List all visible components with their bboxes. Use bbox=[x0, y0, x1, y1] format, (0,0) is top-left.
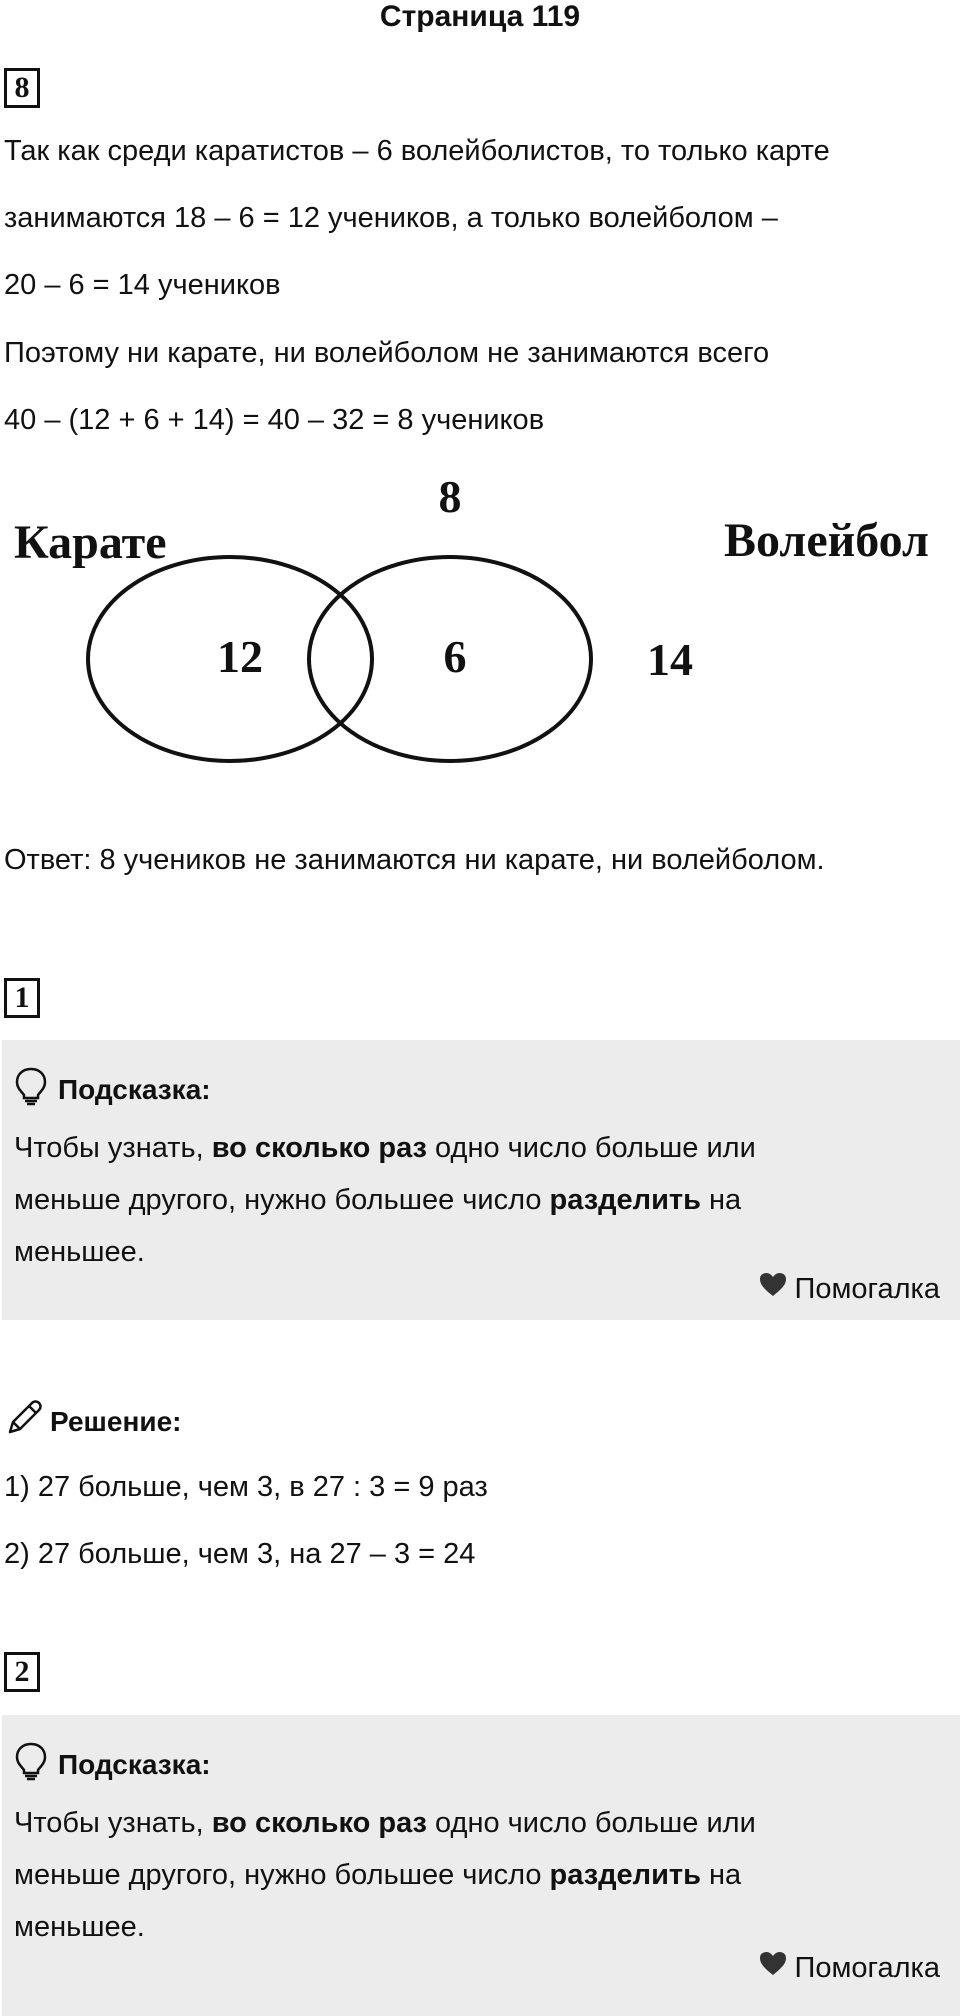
task8-line-5: 40 – (12 + 6 + 14) = 40 – 32 = 8 учеников bbox=[4, 404, 545, 436]
hint-box-1 bbox=[2, 1040, 960, 1320]
task8-line-2: занимаются 18 – 6 = 12 учеников, а только волейболом – bbox=[4, 202, 778, 234]
lightbulb-icon bbox=[14, 1066, 48, 1114]
venn-diagram bbox=[0, 470, 960, 800]
solution-line-1: 1) 27 больше, чем 3, в 27 : 3 = 9 раз bbox=[4, 1471, 488, 1503]
heart-icon bbox=[759, 1951, 787, 1985]
hint-text-1 bbox=[14, 1122, 756, 1278]
hint-box-2 bbox=[2, 1715, 960, 2016]
venn-label-volleyball: Волейбол bbox=[724, 514, 929, 567]
venn-both: 6 bbox=[443, 631, 467, 682]
task8-answer: Ответ: 8 учеников не занимаются ни карате, ни волейболом. bbox=[4, 844, 825, 876]
venn-label-karate: Карате bbox=[14, 516, 167, 569]
task8-line-4: Поэтому ни карате, ни волейболом не занимаются всего bbox=[4, 337, 770, 369]
solution-title-1 bbox=[4, 1398, 181, 1446]
venn-volleyball-only: 14 bbox=[647, 634, 693, 685]
hint-title-text: Подсказка: bbox=[58, 1074, 211, 1105]
helper-label: Помогалка bbox=[794, 1273, 940, 1305]
hint-line-1: Чтобы узнать, во сколько раз одно число больше или bbox=[14, 1132, 756, 1164]
page-title: Страница 119 bbox=[379, 0, 581, 33]
hint-title-text: Подсказка: bbox=[58, 1749, 211, 1780]
task-number-2: 2 bbox=[4, 1652, 40, 1692]
task8-line-1: Так как среди каратистов – 6 волейболистов, то только карте bbox=[4, 135, 830, 167]
hint-text-2 bbox=[14, 1797, 756, 1953]
hint-title-2 bbox=[14, 1741, 211, 1789]
venn-karate-only: 12 bbox=[217, 631, 263, 682]
solution-line-2: 2) 27 больше, чем 3, на 27 – 3 = 24 bbox=[4, 1538, 476, 1570]
hint-line-2: меньше другого, нужно большее число разделить на bbox=[14, 1859, 742, 1891]
solution-title-text: Решение: bbox=[50, 1406, 182, 1437]
hint-line-2: меньше другого, нужно большее число разделить на bbox=[14, 1184, 742, 1216]
lightbulb-icon bbox=[14, 1741, 48, 1789]
pencil-icon bbox=[4, 1398, 44, 1446]
heart-icon bbox=[759, 1272, 787, 1306]
helper-credit-2 bbox=[759, 1951, 940, 1985]
task-number-1: 1 bbox=[4, 978, 40, 1018]
venn-outside-count: 8 bbox=[438, 471, 462, 522]
task8-line-3: 20 – 6 = 14 учеников bbox=[4, 269, 281, 301]
hint-line-3: меньшее. bbox=[14, 1911, 145, 1943]
helper-credit-1 bbox=[759, 1272, 940, 1306]
task-number-8: 8 bbox=[4, 68, 40, 108]
helper-label: Помогалка bbox=[794, 1952, 940, 1984]
hint-line-1: Чтобы узнать, во сколько раз одно число больше или bbox=[14, 1807, 756, 1839]
hint-line-3: меньшее. bbox=[14, 1236, 145, 1268]
hint-title-1 bbox=[14, 1066, 211, 1114]
